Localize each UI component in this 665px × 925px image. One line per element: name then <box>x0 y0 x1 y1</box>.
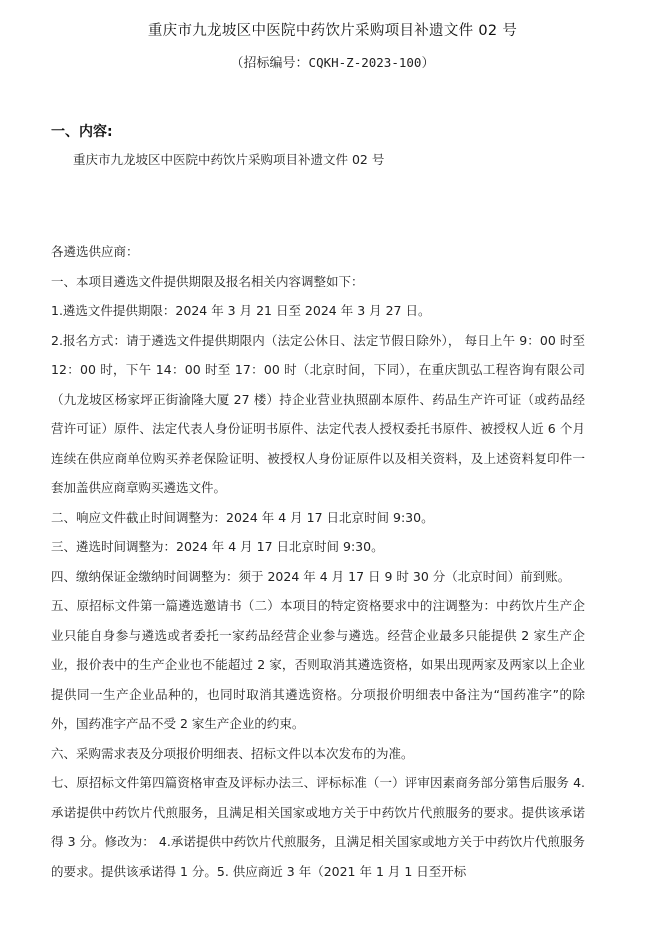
item-1-heading: 一、本项目遴选文件提供期限及报名相关内容调整如下： <box>51 273 364 289</box>
section-body: 重庆市九龙坡区中医院中药饮片采购项目补遗文件 02 号 <box>73 152 385 167</box>
notice-content <box>51 237 585 886</box>
item-5: 五、原招标文件第一篇遴选邀请书（二）本项目的特定资格要求中的注调整为：中药饮片生产企业只能自身参与遴选或者委托一家药品经营企业参与遴选。经营企业最多只能提供 2 家生产企业，报价表中的生产企业也不能超过 2 家，否则取消其遴选资格，如果出现两家及两家以上企业提供同一生产企业品种的，也同时取消其遴选资格。分项报价明细表中备注为“国药准字”的除外，国药准字产品不受 2 家生产企业的约束。 <box>51 598 585 731</box>
document-title: 重庆市九龙坡区中医院中药饮片采购项目补遗文件 02 号 <box>147 23 518 39</box>
item-1-1: 1.遴选文件提供期限：2024 年 3 月 21 日至 2024 年 3 月 27 日。 <box>51 303 431 318</box>
tender-number-suffix: ） <box>421 56 435 71</box>
item-6: 六、采购需求表及分项报价明细表、招标文件以本次发布的为准。 <box>51 745 414 761</box>
item-4: 四、缴纳保证金缴纳时间调整为：须于 2024 年 4 月 17 日 9 时 30 分（北京时间）前到账。 <box>51 568 571 584</box>
item-1-2: 2.报名方式：请于遴选文件提供期限内（法定公休日、法定节假日除外）， 每日上午 9：00 时至 12：00 时，下午 14：00 时至 17：00 时（北京时间，下同），在重庆凯弘工程咨询有限公司（九龙坡区杨家坪正街渝隆大厦 27 楼）持企业营业执照副本原件、药品生产许可证（或药品经营许可证）原件、法定代表人身份证明书原件、法定代表人授权委托书原件、被授权人近 6 个月连续在供应商单位购买养老保险证明、被授权人身份证原件以及相关资料，及上述资料复印件一套加盖供应商章购买遴选文件。 <box>51 332 585 495</box>
tender-number-prefix: （招标编号： <box>230 56 309 71</box>
tender-number-code: CQKH-Z-2023-100 <box>308 55 422 70</box>
tender-number <box>0 52 665 71</box>
item-7: 七、原招标文件第四篇资格审查及评标办法三、评标标准（一）评审因素商务部分第售后服务 4.承诺提供中药饮片代煎服务，且满足相关国家或地方关于中药饮片代煎服务的要求。提供该承诺得 3 分。修改为： 4.承诺提供中药饮片代煎服务，且满足相关国家或地方关于中药饮片代煎服务的要求。提供该承诺得 1 分。5. 供应商近 3 年（2021 年 1 月 1 日至开标 <box>51 775 585 879</box>
item-3: 三、遴选时间调整为：2024 年 4 月 17 日北京时间 9:30。 <box>51 539 384 554</box>
item-2: 二、响应文件截止时间调整为：2024 年 4 月 17 日北京时间 9:30。 <box>51 509 434 525</box>
section-heading: 一、内容: <box>51 124 113 140</box>
greeting: 各遴选供应商： <box>51 244 139 259</box>
